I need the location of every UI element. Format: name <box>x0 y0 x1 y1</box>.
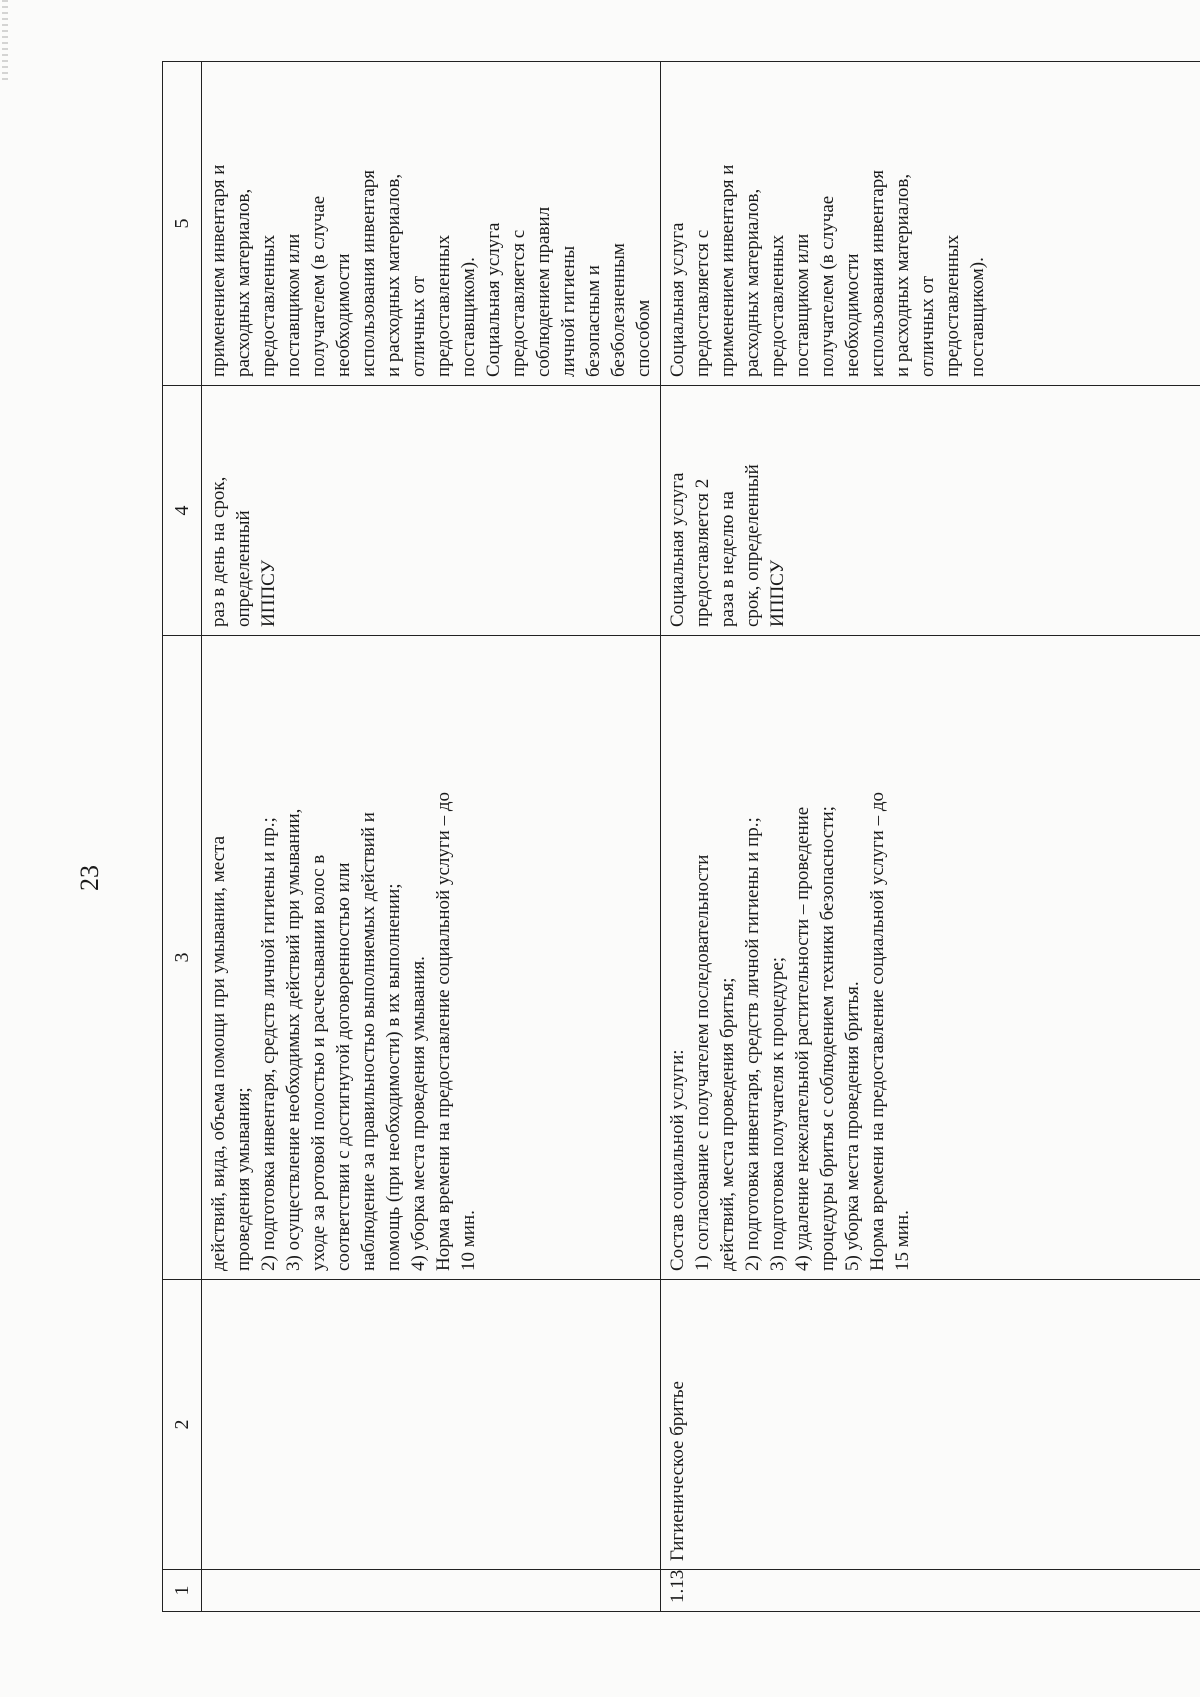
service-composition <box>202 636 661 1280</box>
text-line: предоставляется с <box>508 229 529 377</box>
text-line: отличных от <box>408 275 429 377</box>
text-line: соответствии с достигнутой договоренностью или <box>333 862 354 1271</box>
text-line: безопасным и <box>583 265 604 377</box>
text-line: действий, вида, объема помощи при умывании, места <box>208 835 229 1271</box>
service-name <box>202 1280 661 1570</box>
text-line: применением инвентаря и <box>717 164 738 377</box>
service-quality <box>661 62 1200 386</box>
text-line: расходных материалов, <box>233 188 254 377</box>
text-line: 2) подготовка инвентаря, средств личной гигиены и пр.; <box>742 817 763 1271</box>
text-line: расходных материалов, <box>742 188 763 377</box>
text-line: Социальная услуга <box>667 472 688 627</box>
text-line: наблюдение за правильностью выполняемых действий и <box>358 812 379 1271</box>
service-quality <box>202 62 661 386</box>
text-line: использования инвентаря <box>358 169 379 377</box>
text-line: проведения умывания; <box>233 1087 254 1271</box>
table-row <box>202 62 661 1612</box>
text-line: получателем (в случае <box>817 195 838 377</box>
text-line: поставщиком или <box>792 233 813 377</box>
text-line: 2) подготовка инвентаря, средств личной гигиены и пр.; <box>258 817 279 1271</box>
scan-edge-artifact <box>2 0 8 80</box>
text-line: уходе за ротовой полостью и расчесывании волос в <box>308 854 329 1271</box>
text-line: 3) подготовка получателя к процедуре; <box>767 956 788 1271</box>
header-col-5: 5 <box>163 62 202 386</box>
text-line: определенный <box>233 510 254 627</box>
text-line: необходимости <box>842 253 863 377</box>
header-col-1: 1 <box>163 1570 202 1612</box>
text-line: предоставленных <box>433 234 454 377</box>
text-line: использования инвентаря <box>867 169 888 377</box>
services-table <box>162 61 1200 1612</box>
service-periodicity <box>661 386 1200 636</box>
text-line: срок, определенный <box>742 464 763 627</box>
text-line: действий, места проведения бритья; <box>717 977 738 1271</box>
text-line: применением инвентаря и <box>208 164 229 377</box>
service-composition <box>661 636 1200 1280</box>
header-col-2: 2 <box>163 1280 202 1570</box>
text-line: Социальная услуга <box>667 222 688 377</box>
text-line: ИППСУ <box>258 559 279 627</box>
text-line: и расходных материалов, <box>383 173 404 377</box>
row-number <box>202 1570 661 1612</box>
header-col-3: 3 <box>163 636 202 1280</box>
text-line: ИППСУ <box>767 559 788 627</box>
row-number: 1.13 <box>661 1570 1200 1612</box>
text-line: 3) осуществление необходимых действий при умывании, <box>283 808 304 1271</box>
text-line: личной гигиены <box>558 245 579 377</box>
text-line: предоставляется с <box>692 229 713 377</box>
text-line: безболезненным <box>608 243 629 377</box>
text-line: Норма времени на предоставление социальной услуги – до <box>867 792 888 1271</box>
text-line: поставщиком). <box>967 257 988 377</box>
text-line: поставщиком). <box>458 257 479 377</box>
text-line: 4) уборка места проведения умывания. <box>408 956 429 1271</box>
table-row <box>661 62 1200 1612</box>
text-line: 15 мин. <box>892 1210 913 1271</box>
text-line: предоставленных <box>767 234 788 377</box>
text-line: Социальная услуга <box>483 222 504 377</box>
text-line: способом <box>633 299 654 377</box>
text-line: помощь (при необходимости) в их выполнении; <box>383 883 404 1271</box>
header-col-4: 4 <box>163 386 202 636</box>
text-line: и расходных материалов, <box>892 173 913 377</box>
text-line: получателем (в случае <box>308 195 329 377</box>
text-line: 1) согласование с получателем последовательности <box>692 854 713 1271</box>
text-line: раза в неделю на <box>717 491 738 627</box>
text-line: предоставленных <box>942 234 963 377</box>
text-line: предоставленных <box>258 234 279 377</box>
text-line: раз в день на срок, <box>208 476 229 627</box>
text-line: Норма времени на предоставление социальной услуги – до <box>433 792 454 1271</box>
page-number: 23 <box>75 865 104 891</box>
text-line: необходимости <box>333 253 354 377</box>
text-line: поставщиком или <box>283 233 304 377</box>
service-name: Гигиеническое бритье <box>661 1280 1200 1570</box>
header-row <box>163 62 202 1612</box>
text-line: 10 мин. <box>458 1210 479 1271</box>
service-periodicity <box>202 386 661 636</box>
rotated-table-container <box>162 62 1168 1612</box>
text-line: предоставляется 2 <box>692 478 713 627</box>
text-line: процедуры бритья с соблюдением техники безопасности; <box>817 806 838 1271</box>
text-line: 4) удаление нежелательной растительности – проведение <box>792 806 813 1271</box>
text-line: 5) уборка места проведения бритья. <box>842 981 863 1271</box>
text-line: Состав социальной услуги: <box>667 1049 688 1271</box>
text-line: отличных от <box>917 275 938 377</box>
text-line: соблюдением правил <box>533 206 554 377</box>
